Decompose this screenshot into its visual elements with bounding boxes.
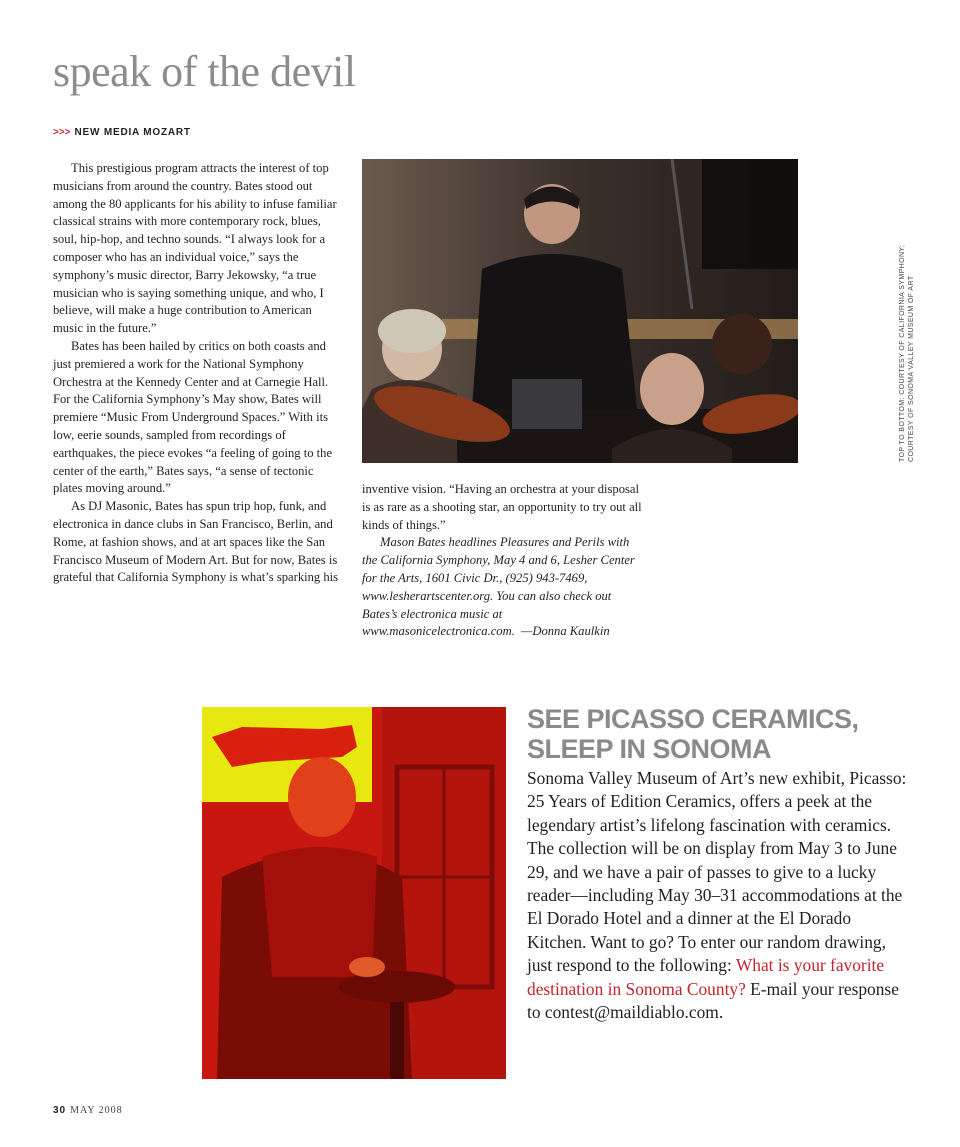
- orchestra-photo: [362, 159, 798, 463]
- page-number: 30: [53, 1105, 67, 1116]
- article-paragraph: As DJ Masonic, Bates has spun trip hop, funk, and electronica in dance clubs in San Francisco, Berlin, and Rome, at fashion shows, and at art spaces like the San Francisco Museum of Modern Art. But for now, Bates is grateful that California Symphony is what’s sparking his: [53, 499, 339, 585]
- promo-headline-line: SEE PICASSO CERAMICS,: [527, 704, 859, 734]
- photo-credit: [898, 244, 916, 462]
- article-paragraph: Bates has been hailed by critics on both coasts and just premiered a work for the National Symphony Orchestra at the Kennedy Center and at Carnegie Hall. For the California Symphony’s May show, Bates will premiere “Music From Underground Spaces.” With its low, eerie sounds, sampled from recordings of earthquakes, the piece evokes “a feeling of going to the center of the earth,” Bates says, “a sense of tectonic plates moving around.”: [53, 338, 333, 496]
- promo-headline: [527, 704, 907, 764]
- issue-date: MAY 2008: [70, 1105, 123, 1116]
- kicker-arrows: >>>: [53, 127, 71, 138]
- promo-headline-line: SLEEP IN SONOMA: [527, 734, 772, 764]
- promo-closing: E-mail your response to contest@maildiablo.com.: [527, 978, 899, 1023]
- kicker-label: NEW MEDIA MOZART: [74, 127, 191, 138]
- picasso-photo: [202, 707, 506, 1079]
- article-column-1: [53, 160, 343, 587]
- event-info: [362, 534, 642, 641]
- byline: —Donna Kaulkin: [521, 624, 610, 639]
- contest-question: What is your favorite destination in Sonoma County?: [527, 955, 885, 999]
- page-folio: [53, 1105, 123, 1116]
- article-paragraph: inventive vision. “Having an orchestra at your disposal is as rare as a shooting star, an opportunity to try out all kinds of things.”: [362, 482, 642, 532]
- article-paragraph: This prestigious program attracts the interest of top musicians from around the country. Bates stood out among the 80 applicants for his ability to infuse familiar classical strains with more contemporary rock, blues, soul, hip-hop, and techno sounds. “I always look for a composer who has an individual voice,” says the symphony’s music director, Barry Jekowsky, “a true musician who is saying something unique, and who, I believe, will make a huge contribution to American music in the future.”: [53, 161, 337, 336]
- event-info-text: Mason Bates headlines Pleasures and Perils with the California Symphony, May 4 and 6, Lesher Center for the Arts, 1601 Civic Dr., (925) 943-7469, www.lesherartscenter.org. You can also check out Bates’s electronica music at www.masonicelectronica.com.: [362, 535, 635, 639]
- section-kicker: [53, 127, 191, 138]
- promo-text: Sonoma Valley Museum of Art’s new exhibit, Picasso: 25 Years of Edition Ceramics, offers a peek at the legendary artist’s lifelong fascination with ceramics. The collection will be on display from May 3 to June 29, and we have a pair of passes to give to a lucky reader—including May 30–31 accommodations at the El Dorado Hotel and a dinner at the El Dorado Kitchen. Want to go? To enter our random drawing, just respond to the following:: [527, 768, 907, 976]
- photo-credit-line: TOP TO BOTTOM: COURTESY OF CALIFORNIA SYMPHONY;: [899, 244, 906, 462]
- page-title: speak of the devil: [53, 47, 356, 96]
- promo-body: [527, 767, 912, 1024]
- article-column-2: [362, 481, 642, 641]
- photo-credit-line: COURTESY OF SONOMA VALLEY MUSEUM OF ART: [908, 275, 915, 462]
